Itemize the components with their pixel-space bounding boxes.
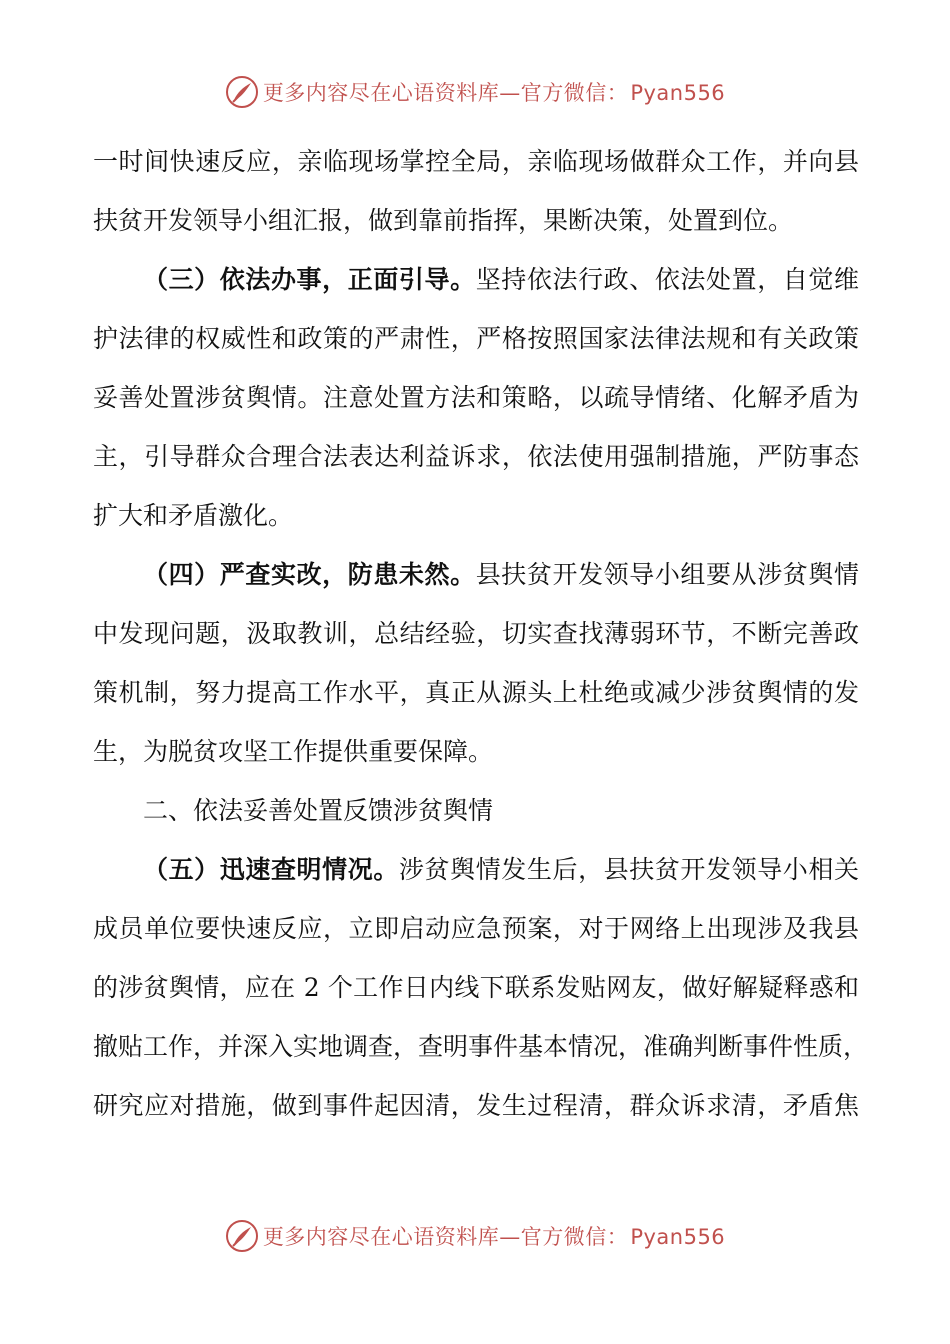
document-body <box>93 138 869 1141</box>
section-4-title: （四）严查实改，防患未然。 <box>143 560 476 589</box>
body-line-4: 护法律的权威性和政策的严肃性，严格按照国家法律法规和有关政策 <box>93 324 859 353</box>
body-line-5: 妥善处置涉贫舆情。注意处置方法和策略，以疏导情绪、化解矛盾为 <box>93 383 859 412</box>
section-4-heading-line: （四）严查实改，防患未然。县扶贫开发领导小组要从涉贫舆情 <box>143 560 859 589</box>
body-line-2: 扶贫开发领导小组汇报，做到靠前指挥，果断决策，处置到位。 <box>93 206 794 235</box>
body-line-17: 研究应对措施，做到事件起因清，发生过程清，群众诉求清，矛盾焦 <box>93 1091 859 1120</box>
body-line-11: 生，为脱贫攻坚工作提供重要保障。 <box>93 737 494 766</box>
section-3-heading-line: （三）依法办事，正面引导。坚持依法行政、依法处置，自觉维 <box>143 265 859 294</box>
body-line-7: 扩大和矛盾激化。 <box>93 501 294 530</box>
watermark-text <box>263 1221 725 1251</box>
body-line-1: 一时间快速反应，亲临现场掌控全局，亲临现场做群众工作，并向县 <box>93 147 859 176</box>
header-watermark <box>0 72 950 112</box>
body-line-15: 的涉贫舆情，应在 2 个工作日内线下联系发贴网友，做好解疑释惑和 <box>93 973 859 1002</box>
section-3-title: （三）依法办事，正面引导。 <box>143 265 476 294</box>
watermark-wechat-id: Pyan556 <box>630 81 726 105</box>
quill-pen-icon <box>225 75 259 109</box>
chapter-2-heading: 二、依法妥善处置反馈涉贫舆情 <box>143 796 494 825</box>
watermark-wechat-id: Pyan556 <box>630 1225 726 1249</box>
footer-watermark <box>0 1216 950 1256</box>
watermark-label: 更多内容尽在心语资料库—官方微信： <box>262 1225 629 1249</box>
body-line-14: 成员单位要快速反应，立即启动应急预案，对于网络上出现涉及我县 <box>93 914 859 943</box>
watermark-label: 更多内容尽在心语资料库—官方微信： <box>262 81 629 105</box>
body-line-9: 中发现问题，汲取教训，总结经验，切实查找薄弱环节，不断完善政 <box>93 619 859 648</box>
body-line-6: 主，引导群众合理合法表达利益诉求，依法使用强制措施，严防事态 <box>93 442 859 471</box>
body-line-10: 策机制，努力提高工作水平，真正从源头上杜绝或减少涉贫舆情的发 <box>93 678 859 707</box>
quill-pen-icon <box>225 1219 259 1253</box>
watermark-text <box>263 77 725 107</box>
body-line-16: 撤贴工作，并深入实地调查，查明事件基本情况，准确判断事件性质， <box>93 1032 869 1061</box>
section-5-heading-line: （五）迅速查明情况。涉贫舆情发生后，县扶贫开发领导小相关 <box>143 855 859 884</box>
section-5-title: （五）迅速查明情况。 <box>143 855 399 884</box>
